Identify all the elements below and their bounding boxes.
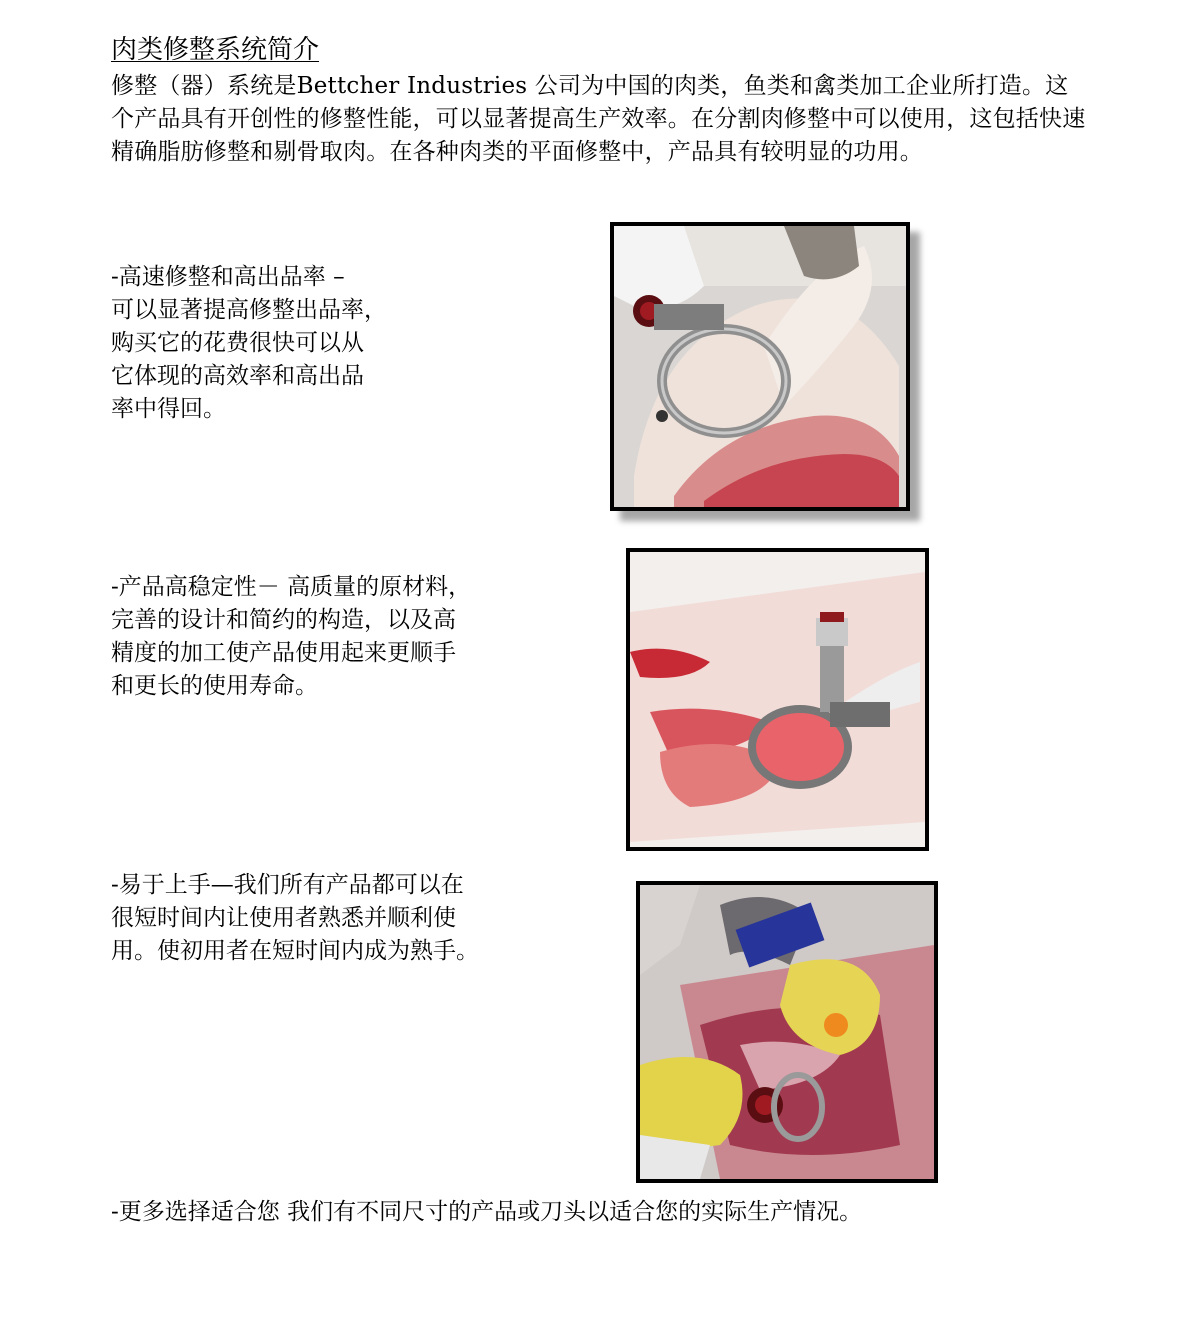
trimmer-fat-image	[614, 226, 906, 507]
page-title: 肉类修整系统简介	[111, 35, 320, 65]
photo-trimming-slab	[626, 548, 929, 851]
intro-paragraph: 修整（器）系统是Bettcher Industries 公司为中国的肉类，鱼类和禽类加工企业所打造。这个产品具有开创性的修整性能，可以显著提高生产效率。在分割肉修整中可以使用，这包括快速精确脂肪修整和剔骨取肉。在各种肉类的平面修整中，产品具有较明显的功用。	[111, 73, 1086, 165]
feature-line: 购买它的花费很快可以从	[111, 330, 364, 356]
photo-trimming-fat	[610, 222, 910, 511]
feature-line: 可以显著提高修整出品率，	[111, 297, 387, 323]
feature-line: 用。使初用者在短时间内成为熟手。	[111, 938, 479, 964]
feature-stability	[111, 571, 471, 703]
trimmer-gloves-image	[640, 885, 934, 1179]
feature-line: -高速修整和高出品率 –	[111, 264, 345, 290]
feature-line: -产品高稳定性－ 高质量的原材料，	[111, 574, 472, 600]
feature-high-yield	[111, 261, 387, 426]
feature-line: 和更长的使用寿命。	[111, 673, 318, 699]
feature-line: 精度的加工使产品使用起来更顺手	[111, 640, 456, 666]
feature-line: 很短时间内让使用者熟悉并顺利使	[111, 905, 456, 931]
feature-line: 完善的设计和简约的构造，以及高	[111, 607, 456, 633]
photo-trimming-gloves	[636, 881, 938, 1183]
feature-line: -易于上手—我们所有产品都可以在	[111, 872, 464, 898]
feature-line: 它体现的高效率和高出品	[111, 363, 364, 389]
trimmer-slab-image	[630, 552, 925, 847]
feature-easy-use	[111, 869, 479, 968]
feature-line: 率中得回。	[111, 396, 226, 422]
footer-note: -更多选择适合您 我们有不同尺寸的产品或刀头以适合您的实际生产情况。	[111, 1199, 863, 1225]
